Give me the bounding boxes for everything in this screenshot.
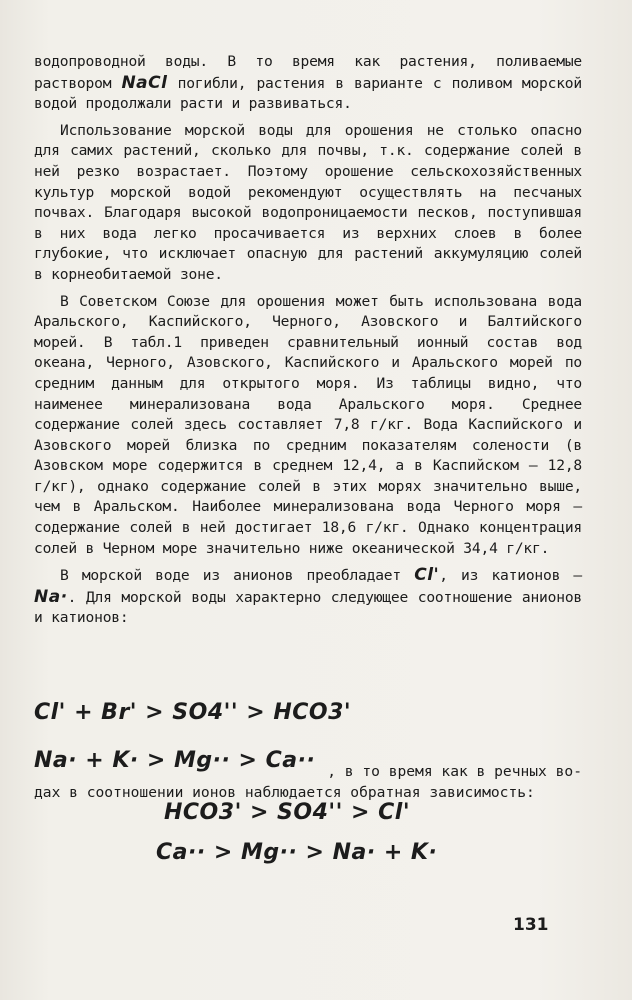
paragraph-3: В Советском Союзе для орошения может быть использована вода Аральского, Каспийского, Черного, Азовского и Балтийского морей. В табл.1 приведен сравнительный ионный состав вод океана, Черного, Азовского, Каспийского и Аральского морей по средним данным для открытого моря. Из таблицы видно, что наименее минерализована вода Аральского моря. Среднее содержание солей здесь составляет 7,8 г/кг. Вода Каспийского и Азовского морей близка по средним показателям солености (в Азовском море содержится в среднем 12,4, а в Каспийском – 12,8 г/кг), однако содержание солей в этих морях значительно выше, чем в Аральском. Наиболее минерализована вода Черного моря – содержание солей в ней достигает 18,6 г/кг. Однако концентрация солей в Черном море значительно ниже океанической 34,4 г/кг. (34, 292, 582, 557)
paragraph-2: Использование морской воды для орошения не столько опасно для самих растений, сколько для почвы, т.к. содержание солей в ней резко возрастает. Поэтому орошение сельскохозяйственных культур морской водой рекомендуют осуществлять на песчаных почвах. Благодаря высокой водопроницаемости песков, поступившая в них вода легко просачивается из верхних слоев в более глубокие, что исключает опасную для растений аккумуляцию солей в корнеобитаемой зоне. (34, 121, 582, 283)
paragraph-4 (34, 565, 582, 629)
page-number: 131 (513, 915, 549, 935)
paragraph-4-text-c: . Для морской воды характерно следующее соотношение анионов и катионов: (34, 588, 582, 627)
body-text (34, 52, 582, 635)
chloride-formula: Cl' (414, 565, 440, 586)
formula-river-anions: HCO3' > SO4'' > Cl' (164, 800, 411, 825)
paragraph-1-text-a: водопроводной воды. В то время как растения, поливаемые раствором (34, 53, 582, 92)
nacl-formula: NaCl (121, 72, 168, 93)
river-text: дах в соотношении ионов наблюдается обратная зависимость: (34, 784, 535, 801)
paragraph-4-text-a: В морской воде из анионов преобладает (60, 567, 401, 585)
paragraph-1 (34, 52, 582, 115)
formula-sea-cations: Na· + K· > Mg·· > Ca·· (34, 748, 316, 773)
after-formula-text: , в то время как в речных во- (327, 763, 582, 780)
formula-sea-anions: Cl' + Br' > SO4'' > HCO3' (34, 700, 352, 725)
formula-river-cations: Ca·· > Mg·· > Na· + K· (156, 840, 438, 865)
paragraph-4-text-b: , из катионов – (439, 567, 582, 585)
sodium-formula: Na· (34, 586, 68, 607)
paragraph-1-text-b: погибли, растения в варианте с поливом морской водой продолжали расти и развиваться. (34, 74, 582, 113)
